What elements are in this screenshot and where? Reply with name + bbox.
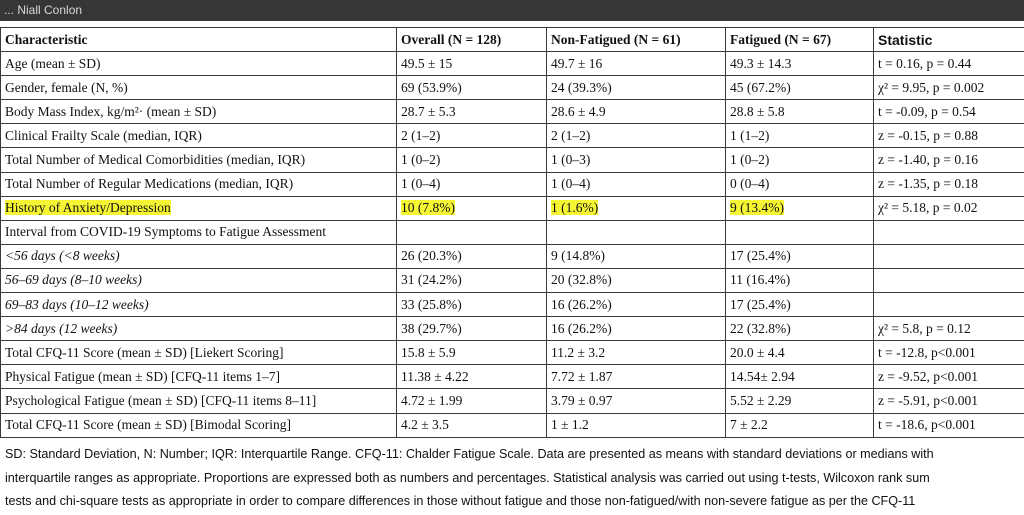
cell-non-fatigued: 20 (32.8%) xyxy=(547,268,726,292)
cell-fatigued: 7 ± 2.2 xyxy=(726,413,874,437)
table-footnote xyxy=(5,443,1020,514)
cell-overall: 11.38 ± 4.22 xyxy=(397,365,547,389)
cell-overall: 28.7 ± 5.3 xyxy=(397,100,547,124)
cell-non-fatigued: 16 (26.2%) xyxy=(547,293,726,317)
table-row-highlighted xyxy=(1,196,1024,220)
cell-characteristic: Age (mean ± SD) xyxy=(1,52,397,76)
cell-statistic xyxy=(874,268,1024,292)
table-row xyxy=(1,244,1024,268)
cell-characteristic: Clinical Frailty Scale (median, IQR) xyxy=(1,124,397,148)
cell-fatigued: 49.3 ± 14.3 xyxy=(726,52,874,76)
table-header-row xyxy=(1,28,1024,52)
cell-fatigued: 28.8 ± 5.8 xyxy=(726,100,874,124)
highlight-mark: 1 (1.6%) xyxy=(551,200,599,216)
cell-characteristic: Physical Fatigue (mean ± SD) [CFQ-11 items 1–7] xyxy=(1,365,397,389)
cell-overall: 4.72 ± 1.99 xyxy=(397,389,547,413)
cell-fatigued xyxy=(726,220,874,244)
cell-characteristic: Total CFQ-11 Score (mean ± SD) [Bimodal Scoring] xyxy=(1,413,397,437)
cell-characteristic: Psychological Fatigue (mean ± SD) [CFQ-11 items 8–11] xyxy=(1,389,397,413)
cell-overall: 69 (53.9%) xyxy=(397,76,547,100)
footnote-line: tests and chi-square tests as appropriate in order to compare differences in those without fatigue and those non-fatigued/with non-severe fatigue as per the CFQ-11 xyxy=(5,494,916,508)
cell-statistic: z = -1.35, p = 0.18 xyxy=(874,172,1024,196)
cell-characteristic: Gender, female (N, %) xyxy=(1,76,397,100)
cell-overall: 15.8 ± 5.9 xyxy=(397,341,547,365)
cell-characteristic: Interval from COVID-19 Symptoms to Fatigue Assessment xyxy=(1,220,397,244)
cell-overall: 26 (20.3%) xyxy=(397,244,547,268)
cell-overall: 31 (24.2%) xyxy=(397,268,547,292)
cell-statistic: z = -9.52, p<0.001 xyxy=(874,365,1024,389)
cell-overall: 38 (29.7%) xyxy=(397,317,547,341)
cell-statistic xyxy=(874,244,1024,268)
cell-non-fatigued: 3.79 ± 0.97 xyxy=(547,389,726,413)
cell-fatigued: 22 (32.8%) xyxy=(726,317,874,341)
cell-fatigued: 11 (16.4%) xyxy=(726,268,874,292)
cell-non-fatigued: 1 (0–4) xyxy=(547,172,726,196)
cell-fatigued: 1 (0–2) xyxy=(726,148,874,172)
cell-characteristic: Total CFQ-11 Score (mean ± SD) [Liekert Scoring] xyxy=(1,341,397,365)
table-row xyxy=(1,100,1024,124)
table-row xyxy=(1,148,1024,172)
window-title: ... Niall Conlon xyxy=(4,3,83,17)
highlight-mark: 9 (13.4%) xyxy=(730,200,784,216)
cell-statistic: z = -0.15, p = 0.88 xyxy=(874,124,1024,148)
highlight-mark: History of Anxiety/Depression xyxy=(5,200,171,216)
cell-characteristic: Body Mass Index, kg/m²· (mean ± SD) xyxy=(1,100,397,124)
cell-characteristic: 56–69 days (8–10 weeks) xyxy=(1,268,397,292)
header-overall: Overall (N = 128) xyxy=(397,28,547,52)
cell-non-fatigued: 11.2 ± 3.2 xyxy=(547,341,726,365)
table-row xyxy=(1,220,1024,244)
cell-fatigued: 1 (1–2) xyxy=(726,124,874,148)
cell-non-fatigued: 7.72 ± 1.87 xyxy=(547,365,726,389)
cell-fatigued: 17 (25.4%) xyxy=(726,244,874,268)
cell-overall xyxy=(397,196,547,220)
header-fatigued: Fatigued (N = 67) xyxy=(726,28,874,52)
cell-characteristic: >84 days (12 weeks) xyxy=(1,317,397,341)
cell-non-fatigued: 9 (14.8%) xyxy=(547,244,726,268)
cell-non-fatigued: 2 (1–2) xyxy=(547,124,726,148)
table-row xyxy=(1,52,1024,76)
window-title-bar xyxy=(0,0,1024,21)
cell-statistic: z = -5.91, p<0.001 xyxy=(874,389,1024,413)
cell-characteristic: Total Number of Regular Medications (median, IQR) xyxy=(1,172,397,196)
cell-statistic: χ² = 5.18, p = 0.02 xyxy=(874,196,1024,220)
cell-non-fatigued: 49.7 ± 16 xyxy=(547,52,726,76)
header-non-fatigued: Non-Fatigued (N = 61) xyxy=(547,28,726,52)
table-row xyxy=(1,293,1024,317)
table-row xyxy=(1,365,1024,389)
cell-overall: 4.2 ± 3.5 xyxy=(397,413,547,437)
cell-overall xyxy=(397,220,547,244)
cell-fatigued: 14.54± 2.94 xyxy=(726,365,874,389)
highlight-mark: 10 (7.8%) xyxy=(401,200,455,216)
cell-overall: 49.5 ± 15 xyxy=(397,52,547,76)
cell-overall: 1 (0–2) xyxy=(397,148,547,172)
cell-non-fatigued: 24 (39.3%) xyxy=(547,76,726,100)
table-row xyxy=(1,413,1024,437)
cell-statistic: t = -0.09, p = 0.54 xyxy=(874,100,1024,124)
characteristics-table xyxy=(0,27,1024,438)
cell-overall: 1 (0–4) xyxy=(397,172,547,196)
cell-fatigued: 17 (25.4%) xyxy=(726,293,874,317)
cell-non-fatigued: 16 (26.2%) xyxy=(547,317,726,341)
cell-fatigued: 45 (67.2%) xyxy=(726,76,874,100)
cell-characteristic: 69–83 days (10–12 weeks) xyxy=(1,293,397,317)
cell-fatigued: 20.0 ± 4.4 xyxy=(726,341,874,365)
cell-non-fatigued xyxy=(547,196,726,220)
cell-non-fatigued xyxy=(547,220,726,244)
cell-fatigued: 0 (0–4) xyxy=(726,172,874,196)
cell-fatigued: 5.52 ± 2.29 xyxy=(726,389,874,413)
cell-statistic xyxy=(874,220,1024,244)
footnote-line: SD: Standard Deviation, N: Number; IQR: Interquartile Range. CFQ-11: Chalder Fatigue Scale. Data are presented as means with standard deviations or medians with xyxy=(5,447,934,461)
cell-statistic: z = -1.40, p = 0.16 xyxy=(874,148,1024,172)
cell-non-fatigued: 28.6 ± 4.9 xyxy=(547,100,726,124)
table-row xyxy=(1,172,1024,196)
cell-overall: 2 (1–2) xyxy=(397,124,547,148)
header-statistic: Statistic xyxy=(874,28,1024,52)
footnote-line: interquartile ranges as appropriate. Proportions are expressed both as numbers and percentages. Statistical analysis was carried out using t-tests, Wilcoxon rank sum xyxy=(5,470,930,485)
header-characteristic: Characteristic xyxy=(1,28,397,52)
cell-statistic: χ² = 9.95, p = 0.002 xyxy=(874,76,1024,100)
cell-characteristic xyxy=(1,196,397,220)
cell-statistic: t = -12.8, p<0.001 xyxy=(874,341,1024,365)
table-row xyxy=(1,317,1024,341)
cell-overall: 33 (25.8%) xyxy=(397,293,547,317)
cell-fatigued xyxy=(726,196,874,220)
cell-non-fatigued: 1 ± 1.2 xyxy=(547,413,726,437)
cell-characteristic: <56 days (<8 weeks) xyxy=(1,244,397,268)
cell-statistic: χ² = 5.8, p = 0.12 xyxy=(874,317,1024,341)
cell-characteristic: Total Number of Medical Comorbidities (median, IQR) xyxy=(1,148,397,172)
table-row xyxy=(1,124,1024,148)
table-row xyxy=(1,268,1024,292)
cell-statistic: t = -18.6, p<0.001 xyxy=(874,413,1024,437)
table-row xyxy=(1,341,1024,365)
cell-non-fatigued: 1 (0–3) xyxy=(547,148,726,172)
table-row xyxy=(1,389,1024,413)
table-row xyxy=(1,76,1024,100)
cell-statistic xyxy=(874,293,1024,317)
cell-statistic: t = 0.16, p = 0.44 xyxy=(874,52,1024,76)
